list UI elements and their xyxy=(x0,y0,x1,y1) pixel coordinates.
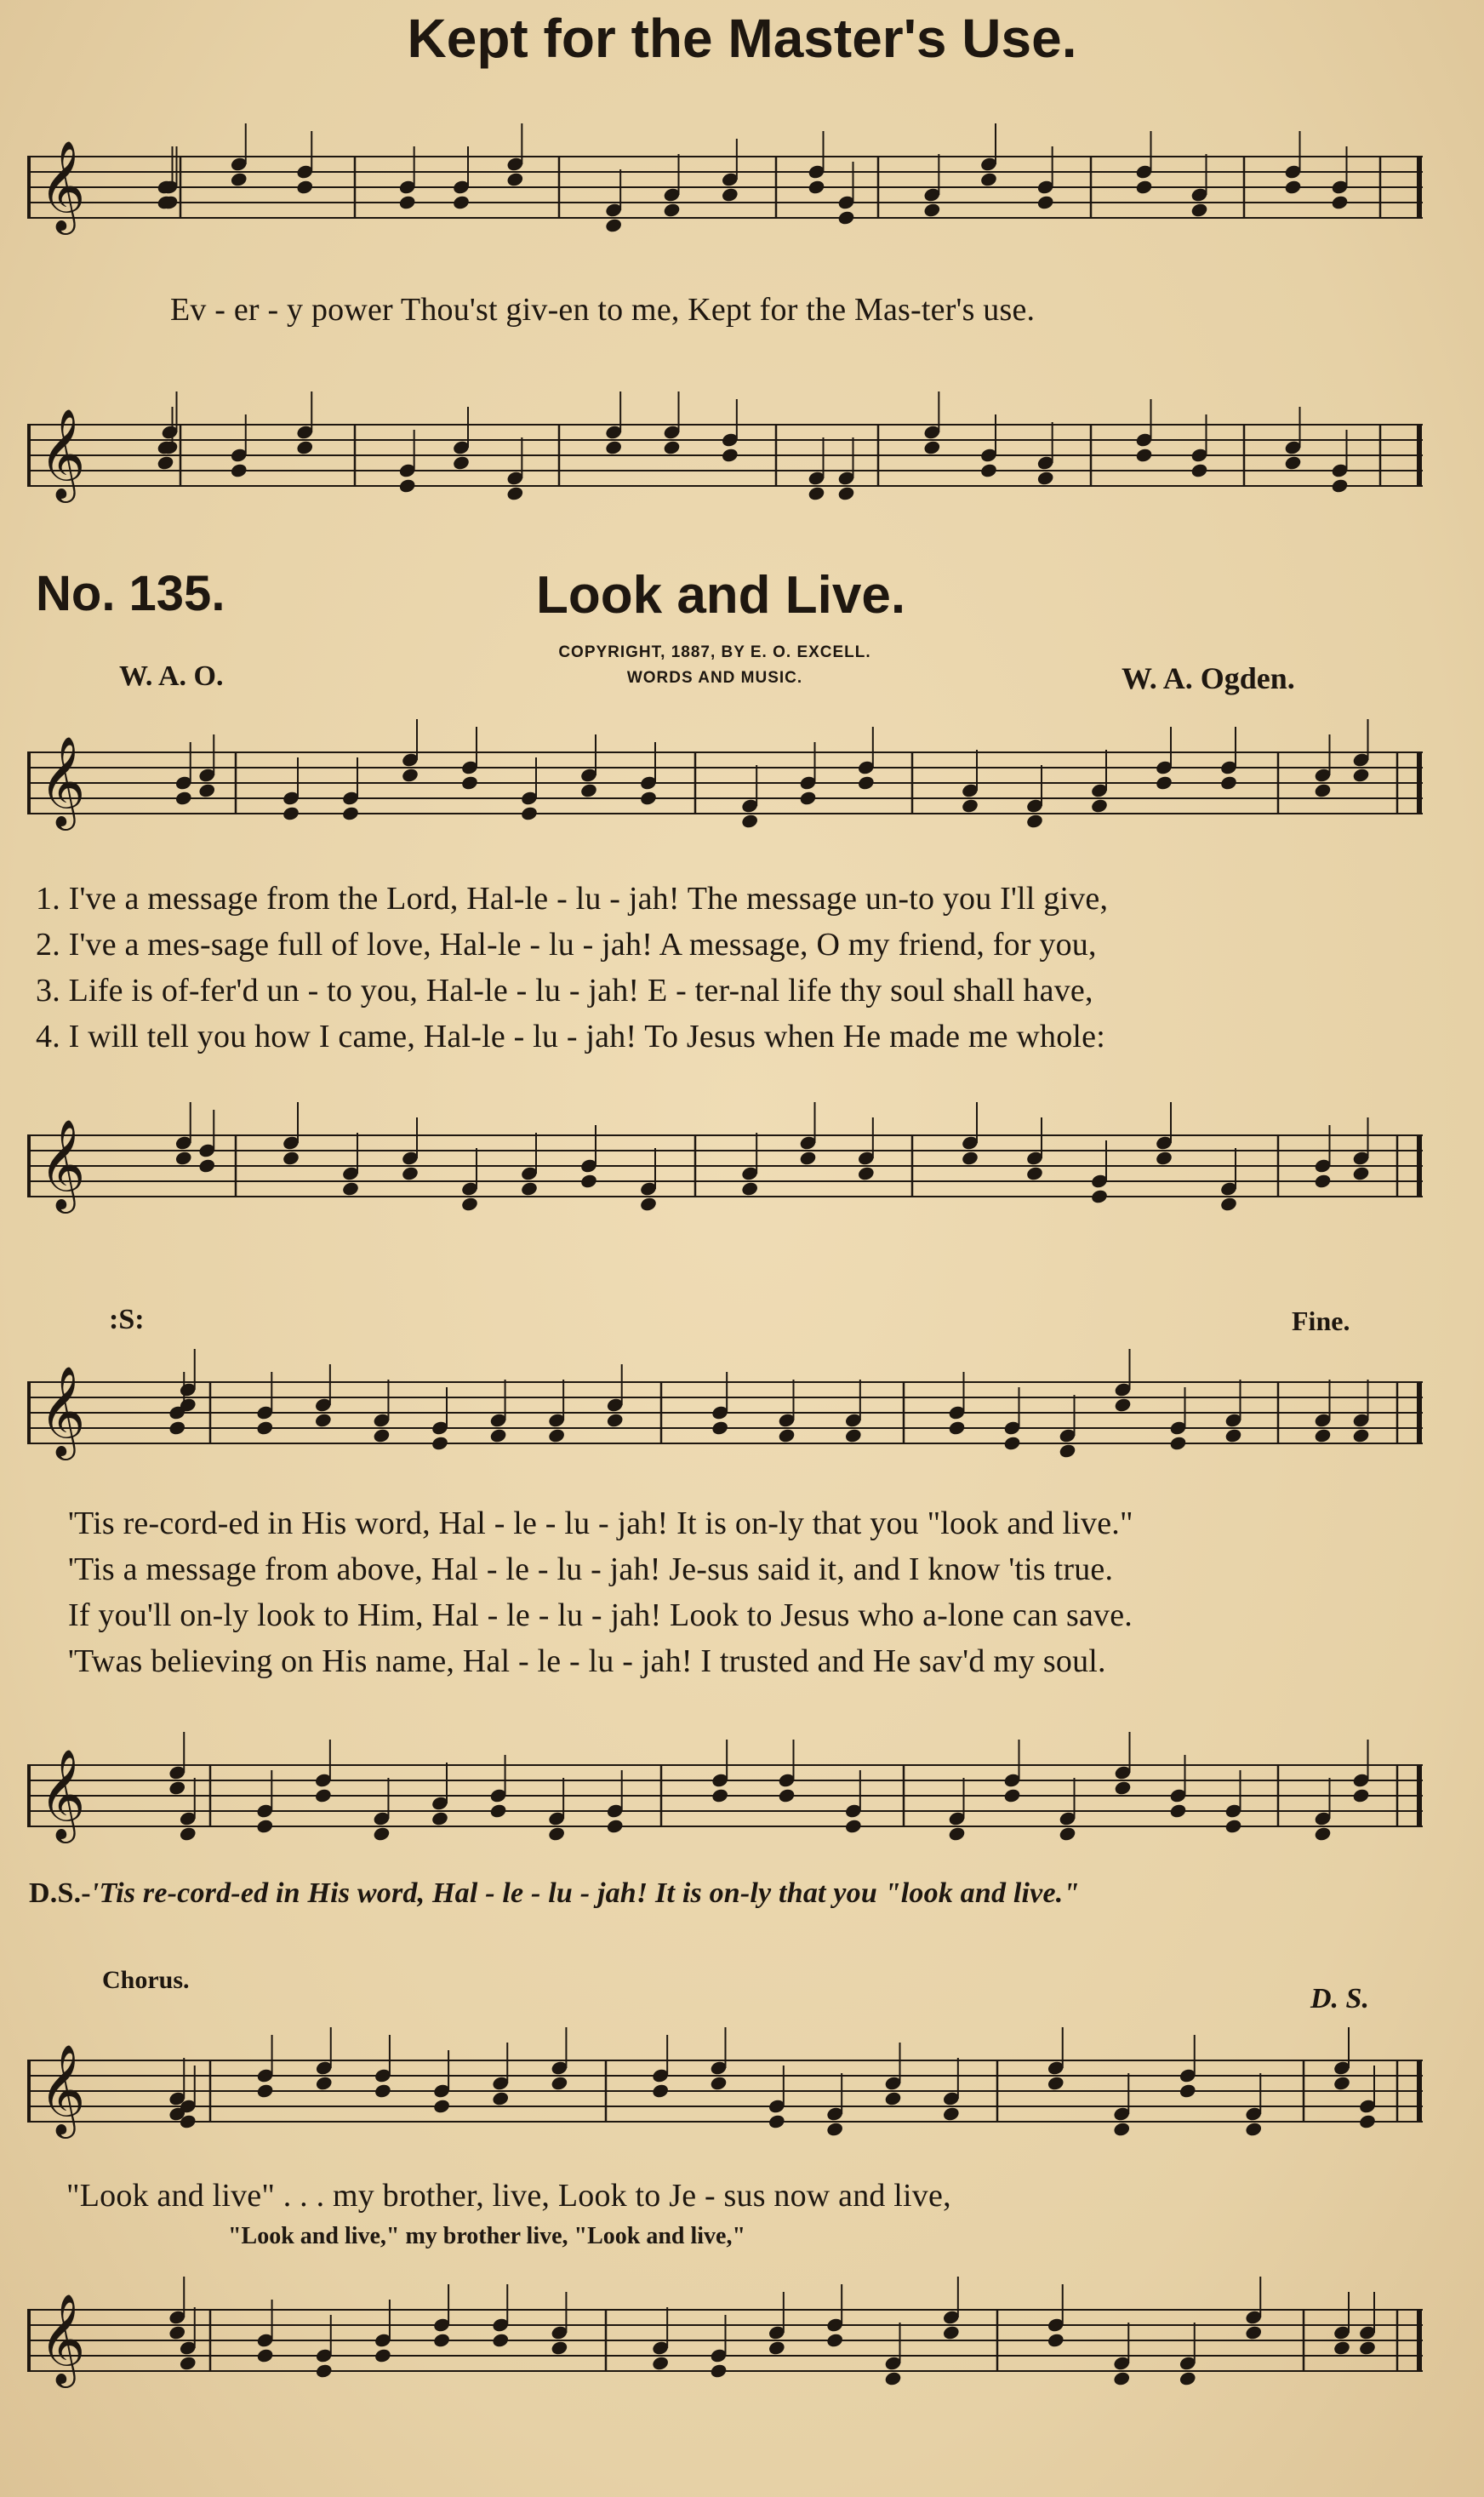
chorus-lyric: "Look and live" . . . my brother, live, Look to Je - sus now and live, xyxy=(66,2178,951,2214)
verse3-line1: 3. Life is of-fer'd un - to you, Hal-le - lu - jah! E - ter-nal life thy soul shall have, xyxy=(36,973,1093,1009)
top-piece-title: Kept for the Master's Use. xyxy=(407,8,1077,69)
chorus-treble-staff xyxy=(27,2019,1423,2163)
chorus-label: Chorus. xyxy=(102,1966,190,1994)
hymn-title: Look and Live. xyxy=(536,566,906,625)
top-bass-staff xyxy=(27,383,1423,528)
svg-text:𝄞: 𝄞 xyxy=(39,2292,86,2384)
copyright-line-2: WORDS AND MUSIC. xyxy=(626,669,803,687)
ds-line-label: D.S.- xyxy=(29,1877,91,1909)
chorus-ds-mark: D. S. xyxy=(1310,1983,1369,2014)
chorus-bass-staff xyxy=(27,2264,1423,2417)
hymn-author: W. A. O. xyxy=(119,660,224,692)
fine-mark: Fine. xyxy=(1292,1306,1350,1336)
svg-text:𝄞: 𝄞 xyxy=(39,139,86,231)
svg-text:𝄞: 𝄞 xyxy=(39,734,86,826)
hymn-composer: W. A. Ogden. xyxy=(1122,661,1295,695)
chorus-echo-lyric: "Look and live," my brother live, "Look and live," xyxy=(228,2223,745,2249)
svg-text:𝄞: 𝄞 xyxy=(39,1117,86,1209)
system1-treble-staff xyxy=(27,706,1423,860)
system2-treble-staff xyxy=(27,1340,1423,1485)
verse1-line1: 1. I've a message from the Lord, Hal-le - lu - jah! The message un-to you I'll give, xyxy=(36,881,1109,917)
svg-text:𝄞: 𝄞 xyxy=(39,1364,86,1456)
top-treble-staff xyxy=(27,119,1423,255)
system1-bass-staff xyxy=(27,1089,1423,1243)
verse1-line2: 'Tis re-cord-ed in His word, Hal - le - lu - jah! It is on-ly that you "look and live." xyxy=(68,1506,1133,1541)
ds-line-text: 'Tis re-cord-ed in His word, Hal - le - lu - jah! It is on-ly that you "look and live." xyxy=(90,1877,1080,1909)
top-piece-lyric: Ev - er - y power Thou'st giv-en to me, Kept for the Mas-ter's use. xyxy=(170,292,1036,328)
hymn-number: No. 135. xyxy=(36,566,225,621)
ds-line xyxy=(29,1877,1080,1910)
verse4-line1: 4. I will tell you how I came, Hal-le - lu - jah! To Jesus when He made me whole: xyxy=(36,1019,1106,1054)
verse4-line2: 'Twas believing on His name, Hal - le - lu - jah! I trusted and He sav'd my soul. xyxy=(68,1643,1106,1679)
segno-mark: :S: xyxy=(109,1304,145,1335)
svg-text:𝄞: 𝄞 xyxy=(39,2043,86,2134)
verse2-line2: 'Tis a message from above, Hal - le - lu - jah! Je-sus said it, and I know 'tis true. xyxy=(68,1551,1114,1587)
svg-text:𝄞: 𝄞 xyxy=(39,1747,86,1839)
verse2-line1: 2. I've a mes-sage full of love, Hal-le - lu - jah! A message, O my friend, for you, xyxy=(36,927,1097,963)
svg-text:𝄞: 𝄞 xyxy=(39,407,86,499)
verse3-line2: If you'll on-ly look to Him, Hal - le - lu - jah! Look to Jesus who a-lone can save. xyxy=(68,1597,1133,1633)
copyright-line-1: COPYRIGHT, 1887, BY E. O. EXCELL. xyxy=(558,643,871,661)
system2-bass-staff xyxy=(27,1719,1423,1872)
